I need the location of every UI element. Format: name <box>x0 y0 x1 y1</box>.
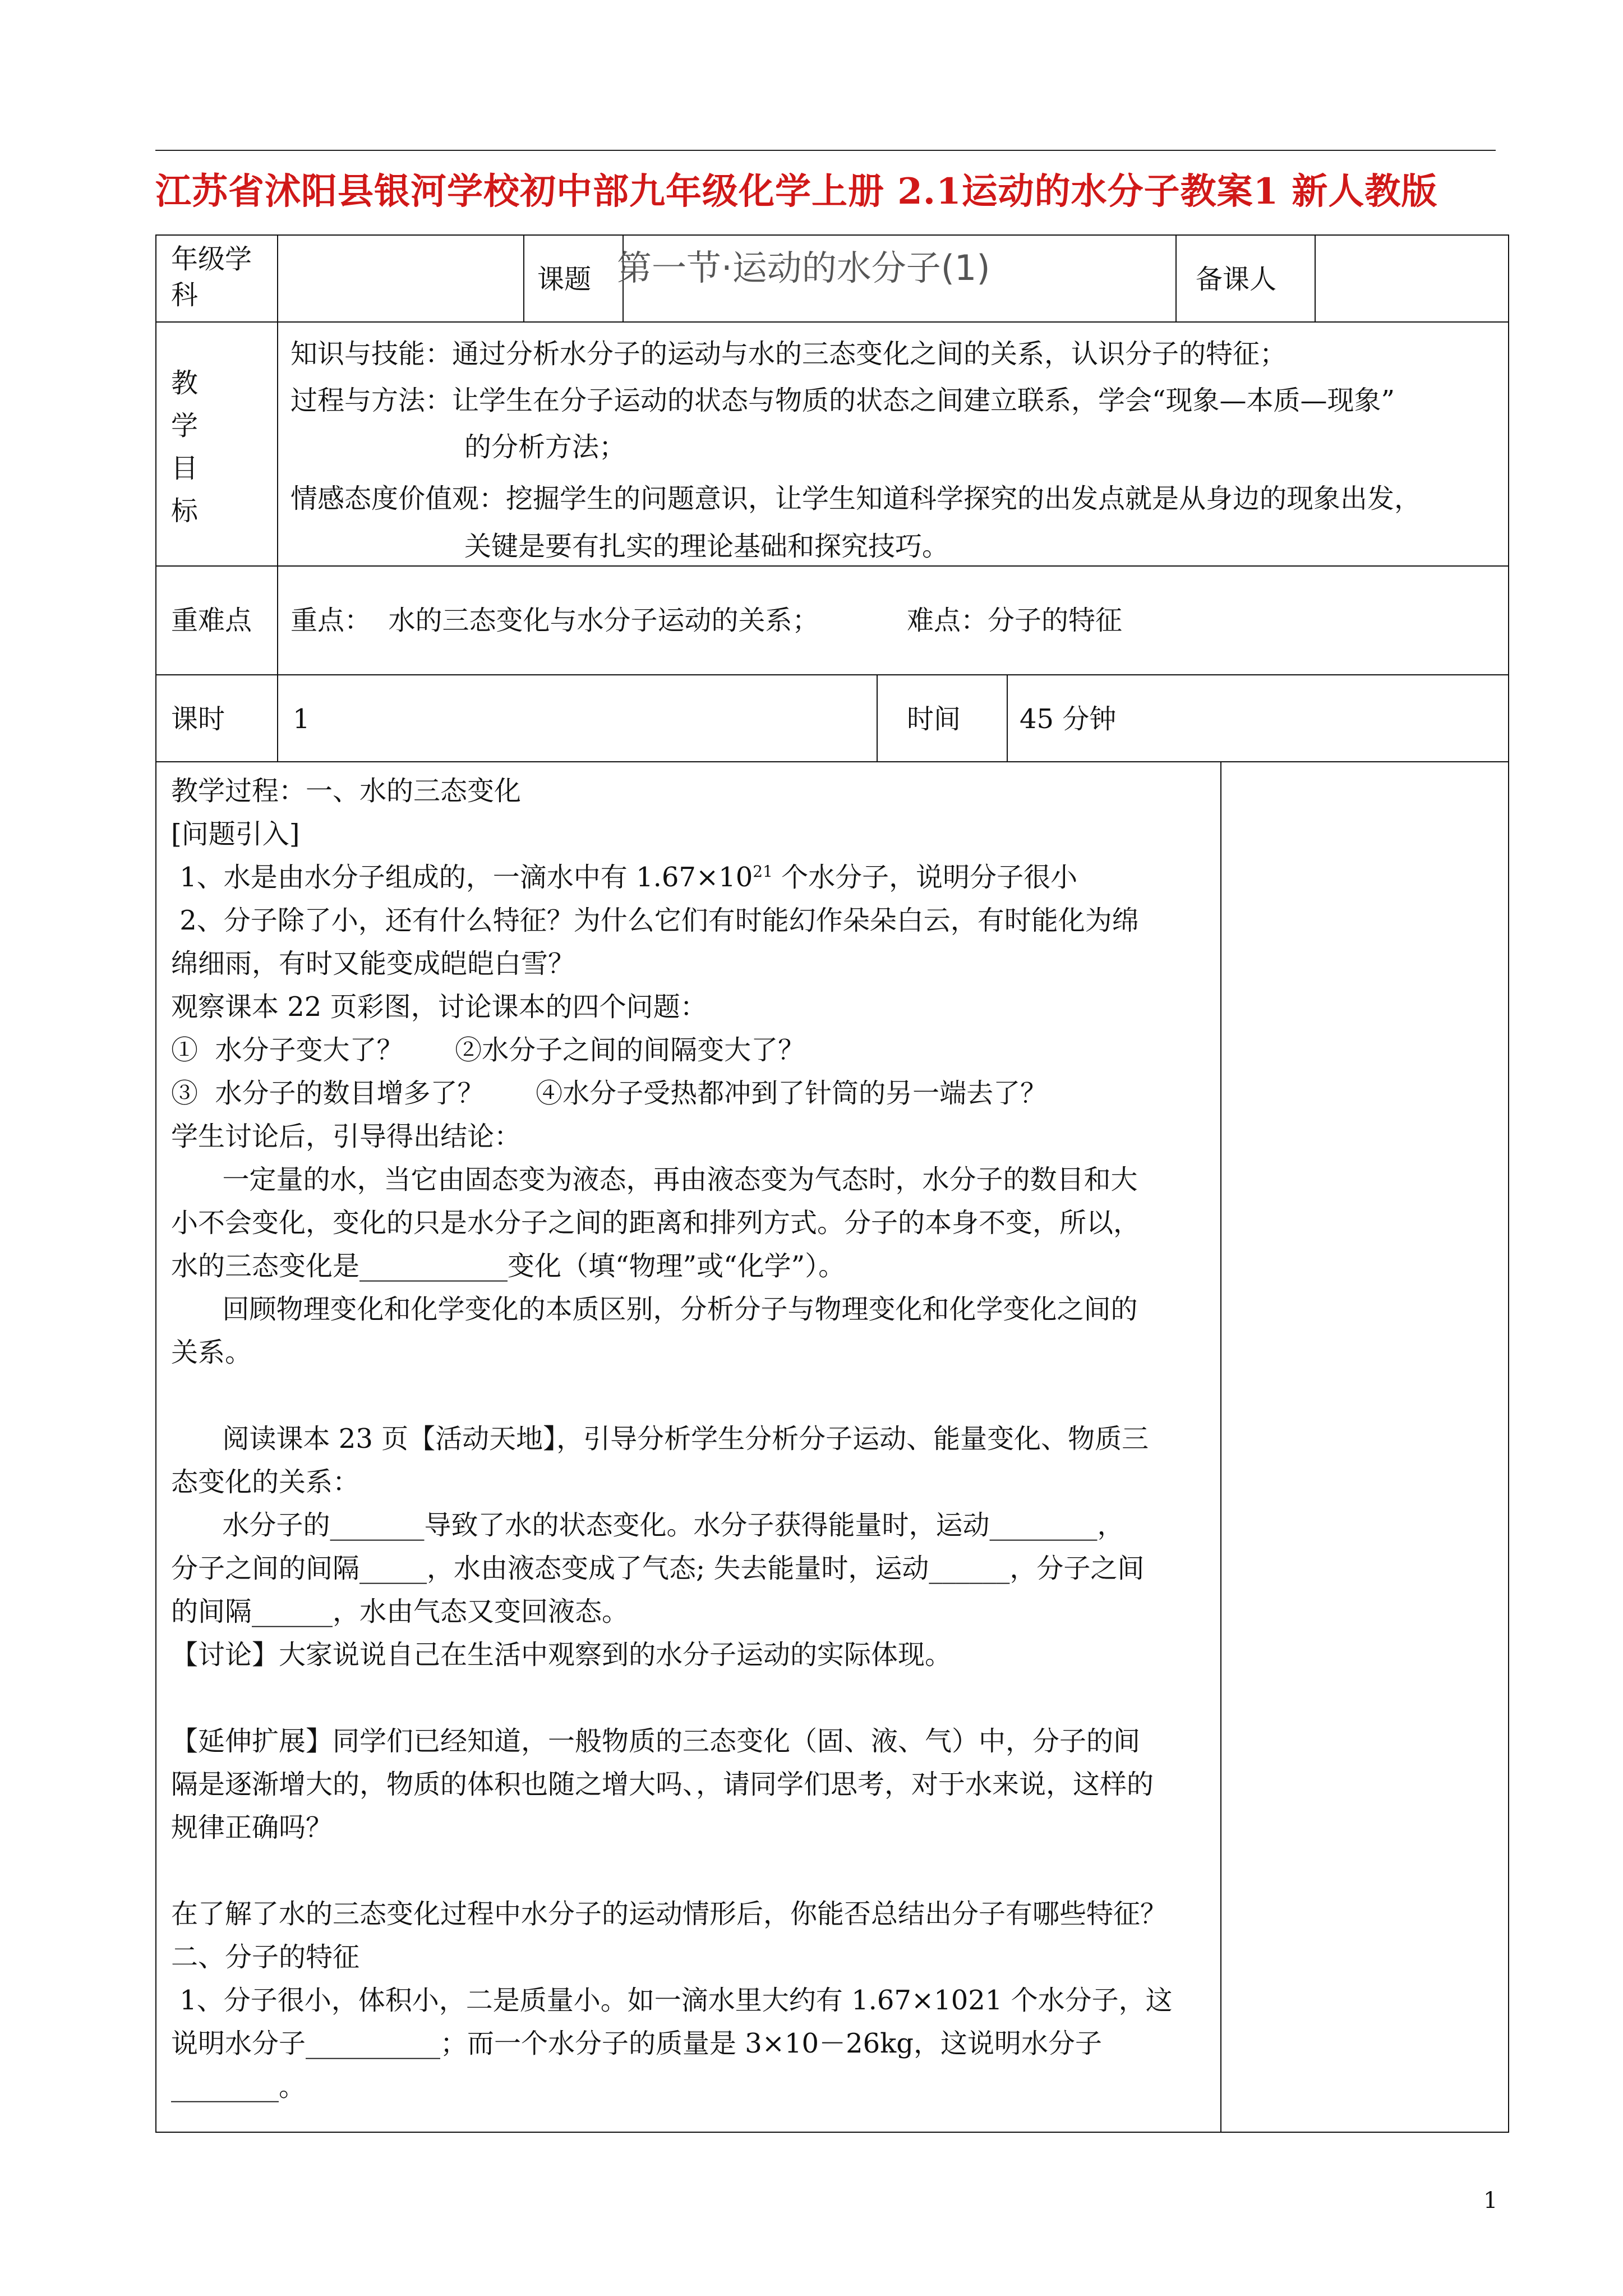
process-line: [问题引入] <box>171 818 300 850</box>
objectives-label: 教学目标 <box>171 367 199 527</box>
process-line: 隔是逐渐增大的，物质的体积也随之增大吗、，请同学们思考，对于水来说，这样的 <box>171 1769 1154 1800</box>
process-line: 二、分子的特征 <box>171 1941 360 1973</box>
process-line: 绵细雨，有时又能变成皑皑白雪？ <box>171 948 575 979</box>
process-line: 【延伸扩展】同学们已经知道，一般物质的三态变化（固、液、气）中，分子的间 <box>171 1726 1141 1757</box>
period-label: 课时 <box>171 703 225 735</box>
document-title: 江苏省沭阳县银河学校初中部九年级化学上册 2.1运动的水分子教案1 新人教版 <box>155 171 1438 213</box>
key-point-text: 重点： 水的三态变化与水分子运动的关系； <box>291 605 819 636</box>
topic-value: 第一节·运动的水分子(1) <box>617 247 990 288</box>
process-line: 在了解了水的三态变化过程中水分子的运动情形后，你能否总结出分子有哪些特征？ <box>171 1898 1168 1930</box>
difficult-point-text: 难点：分子的特征 <box>907 605 1123 636</box>
process-line: 态变化的关系： <box>171 1466 360 1498</box>
time-label: 时间 <box>907 703 961 735</box>
process-line: 一定量的水，当它由固态变为液态，再由液态变为气态时，水分子的数目和大 <box>171 1164 1138 1195</box>
process-line: 的间隔______，水由气态又变回液态。 <box>171 1596 629 1627</box>
topic-label: 课题 <box>537 264 592 295</box>
process-line: 学生讨论后，引导得出结论： <box>171 1121 522 1152</box>
header-rule <box>155 150 1496 151</box>
process-line: 规律正确吗？ <box>171 1812 333 1843</box>
objective-line: 情感态度价值观：挖掘学生的问题意识，让学生知道科学探究的出发点就是从身边的现象出发， <box>291 483 1422 514</box>
key-points-label: 重难点 <box>171 605 252 636</box>
page-number: 1 <box>1483 2188 1498 2214</box>
objective-line: 知识与技能：通过分析水分子的运动与水的三态变化之间的关系，认识分子的特征； <box>291 338 1287 370</box>
process-line: 关系。 <box>171 1337 252 1368</box>
process-line: 说明水分子__________；而一个水分子的质量是 3×10－26kg，这说明水分子 <box>171 2028 1102 2059</box>
process-line: 观察课本 22 页彩图，讨论课本的四个问题： <box>171 991 707 1023</box>
process-line: ③ 水分子的数目增多了？ ④水分子受热都冲到了针筒的另一端去了？ <box>171 1078 1048 1109</box>
process-line: 分子之间的间隔_____，水由液态变成了气态; 失去能量时，运动______，分子之间 <box>171 1553 1145 1584</box>
process-line: ________。 <box>171 2071 306 2102</box>
process-line: 阅读课本 23 页【活动天地】，引导分析学生分析分子运动、能量变化、物质三 <box>171 1423 1149 1455</box>
teaching-process <box>171 770 1214 2109</box>
process-line: 水的三态变化是___________变化（填“物理”或“化学”）。 <box>171 1250 846 1282</box>
period-value: 1 <box>293 703 310 735</box>
process-line: 2、分子除了小，还有什么特征？为什么它们有时能幻作朵朵白云，有时能化为绵 <box>171 905 1139 936</box>
time-value: 45 分钟 <box>1020 703 1117 735</box>
process-line: 小不会变化，变化的只是水分子之间的距离和排列方式。分子的本身不变，所以， <box>171 1207 1141 1239</box>
process-line: 【讨论】大家说说自己在生活中观察到的水分子运动的实际体现。 <box>171 1639 952 1671</box>
preparer-label: 备课人 <box>1196 264 1277 295</box>
objective-line: 的分析方法； <box>464 431 626 463</box>
process-line: 回顾物理变化和化学变化的本质区别，分析分子与物理变化和化学变化之间的 <box>171 1294 1138 1325</box>
process-line: ① 水分子变大了？ ②水分子之间的间隔变大了？ <box>171 1034 805 1066</box>
objective-line: 过程与方法：让学生在分子运动的状态与物质的状态之间建立联系，学会“现象—本质—现象” <box>291 385 1395 416</box>
process-line: 1、分子很小，体积小，二是质量小。如一滴水里大约有 1.67×1021 个水分子，这 <box>171 1985 1173 2016</box>
process-line: 1、水是由水分子组成的，一滴水中有 $1.67\times 10^{21}$ 个水分子，说明分子很小 <box>171 862 1078 893</box>
objective-line: 关键是要有扎实的理论基础和探究技巧。 <box>464 531 949 562</box>
grade-subject-label: 年级学科 <box>171 243 252 311</box>
process-line: 教学过程：一、水的三态变化 <box>171 775 522 807</box>
process-line: 水分子的_______导致了水的状态变化。水分子获得能量时，运动________， <box>171 1510 1124 1541</box>
period-row <box>155 674 1509 762</box>
